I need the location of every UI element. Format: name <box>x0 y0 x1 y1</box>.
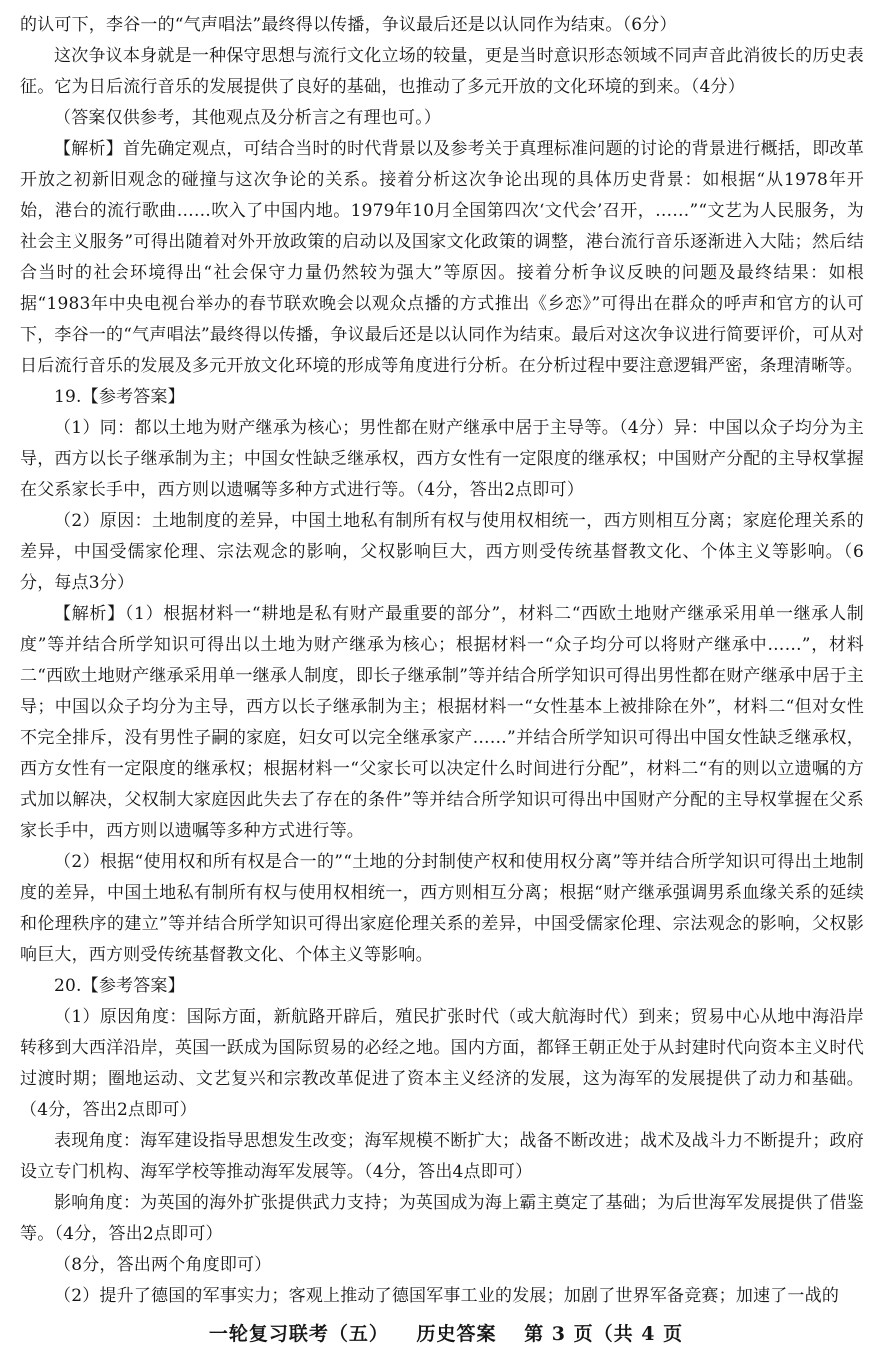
paragraph-9: （2）根据“使用权和所有权是合一的”“土地的分封制使产权和使用权分离”等并结合所学知识可得出土地制度的差异，中国土地私有制所有权与使用权相统一，西方则相互分离；根据“财产继承强调男系血缘关系的延续和伦理秩序的建立”等并结合所学知识可得出家庭伦理关系的差异，中国受儒家伦理、宗法观念的影响，父权影响巨大，西方则受传统基督教文化、个体主义等影响。 <box>20 852 864 965</box>
paragraph-15: （2）提升了德国的军事实力；客观上推动了德国军事工业的发展；加剧了世界军备竞赛；加速了一战的 <box>54 1286 840 1306</box>
paragraph-8: 【解析】（1）根据材料一“耕地是私有财产最重要的部分”，材料二“西欧土地财产继承采用单一继承人制度”等并结合所学知识可得出以土地为财产继承为核心；根据材料一“众子均分可以将财产继承中……”，材料二“西欧土地财产继承采用单一继承人制度，即长子继承制”等并结合所学知识可得出男性都在财产继承中居于主导；中国以众子均分为主导，西方以长子继承制为主；根据材料一“女性基本上被排除在外”，材料二“但对女性不完全排斥，没有男性子嗣的家庭，妇女可以完全继承家产……”并结合所学知识可得出中国女性缺乏继承权，西方女性有一定限度的继承权；根据材料一“父家长可以决定什么时间进行分配”，材料二“有的则以立遗嘱的方式加以解决，父权制大家庭因此失去了存在的条件”等并结合所学知识可得出中国财产分配的主导权掌握在父系家长手中，西方则以遗嘱等多种方式进行等。 <box>20 604 864 841</box>
section-heading-19: 19.【参考答案】 <box>54 387 185 407</box>
paragraph-3: （答案仅供参考，其他观点及分析言之有理也可。） <box>54 108 442 128</box>
footer-exam-name: 一轮复习联考（五） <box>208 1323 389 1345</box>
footer-subject: 历史答案 <box>416 1323 497 1345</box>
page-footer <box>0 1319 892 1346</box>
paragraph-11: （1）原因角度：国际方面，新航路开辟后，殖民扩张时代（或大航海时代）到来；贸易中心从地中海沿岸转移到大西洋沿岸，英国一跃成为国际贸易的必经之地。国内方面，都铎王朝正处于从封建时代向资本主义时代过渡时期；圈地运动、文艺复兴和宗教改革促进了资本主义经济的发展，这为海军的发展提供了动力和基础。（4分，答出2点即可） <box>20 1007 864 1120</box>
section-heading-20: 20.【参考答案】 <box>54 976 185 996</box>
paragraph-2: 这次争议本身就是一种保守思想与流行文化立场的较量，更是当时意识形态领域不同声音此消彼长的历史表征。它为日后流行音乐的发展提供了良好的基础，也推动了多元开放的文化环境的到来。（4分） <box>20 46 864 97</box>
paragraph-1: 的认可下，李谷一的“气声唱法”最终得以传播，争议最后还是以认同作为结束。（6分） <box>20 15 677 35</box>
paragraph-6: （1）同：都以土地为财产继承为核心；男性都在财产继承中居于主导等。（4分）异：中国以众子均分为主导，西方以长子继承制为主；中国女性缺乏继承权，西方女性有一定限度的继承权；中国财产分配的主导权掌握在父系家长手中，西方则以遗嘱等多种方式进行等。（4分，答出2点即可） <box>20 418 864 500</box>
paragraph-13: 影响角度：为英国的海外扩张提供武力支持；为英国成为海上霸主奠定了基础；为后世海军发展提供了借鉴等。（4分，答出2点即可） <box>20 1193 864 1244</box>
paragraph-4: 【解析】首先确定观点，可结合当时的时代背景以及参考关于真理标准问题的讨论的背景进行概括，即改革开放之初新旧观念的碰撞与这次争论的关系。接着分析这次争论出现的具体历史背景：如根据“从1978年开始，港台的流行歌曲……吹入了中国内地。1979年10月全国第四次‘文代会’召开，……”“文艺为人民服务，为社会主义服务”可得出随着对外开放政策的启动以及国家文化政策的调整，港台流行音乐逐渐进入大陆；然后结合当时的社会环境得出“社会保守力量仍然较为强大”等原因。接着分析争议反映的问题及最终结果：如根据“1983年中央电视台举办的春节联欢晚会以观众点播的方式推出《乡恋》”可得出在群众的呼声和官方的认可下，李谷一的“气声唱法”最终得以传播，争议最后还是以认同作为结束。最后对这次争议进行简要评价，可从对日后流行音乐的发展及多元开放文化环境的形成等角度进行分析。在分析过程中要注意逻辑严密，条理清晰等。 <box>20 139 864 376</box>
paragraph-7: （2）原因：土地制度的差异，中国土地私有制所有权与使用权相统一，西方则相互分离；家庭伦理关系的差异，中国受儒家伦理、宗法观念的影响，父权影响巨大，西方则受传统基督教文化、个体主义等影响。（6分，每点3分） <box>20 511 864 593</box>
paragraph-12: 表现角度：海军建设指导思想发生改变；海军规模不断扩大；战备不断改进；战术及战斗力不断提升；政府设立专门机构、海军学校等推动海军发展等。（4分，答出4点即可） <box>20 1131 864 1182</box>
footer-page-number: 第 3 页（共 4 页 <box>524 1323 684 1345</box>
paragraph-14: （8分，答出两个角度即可） <box>54 1255 272 1275</box>
